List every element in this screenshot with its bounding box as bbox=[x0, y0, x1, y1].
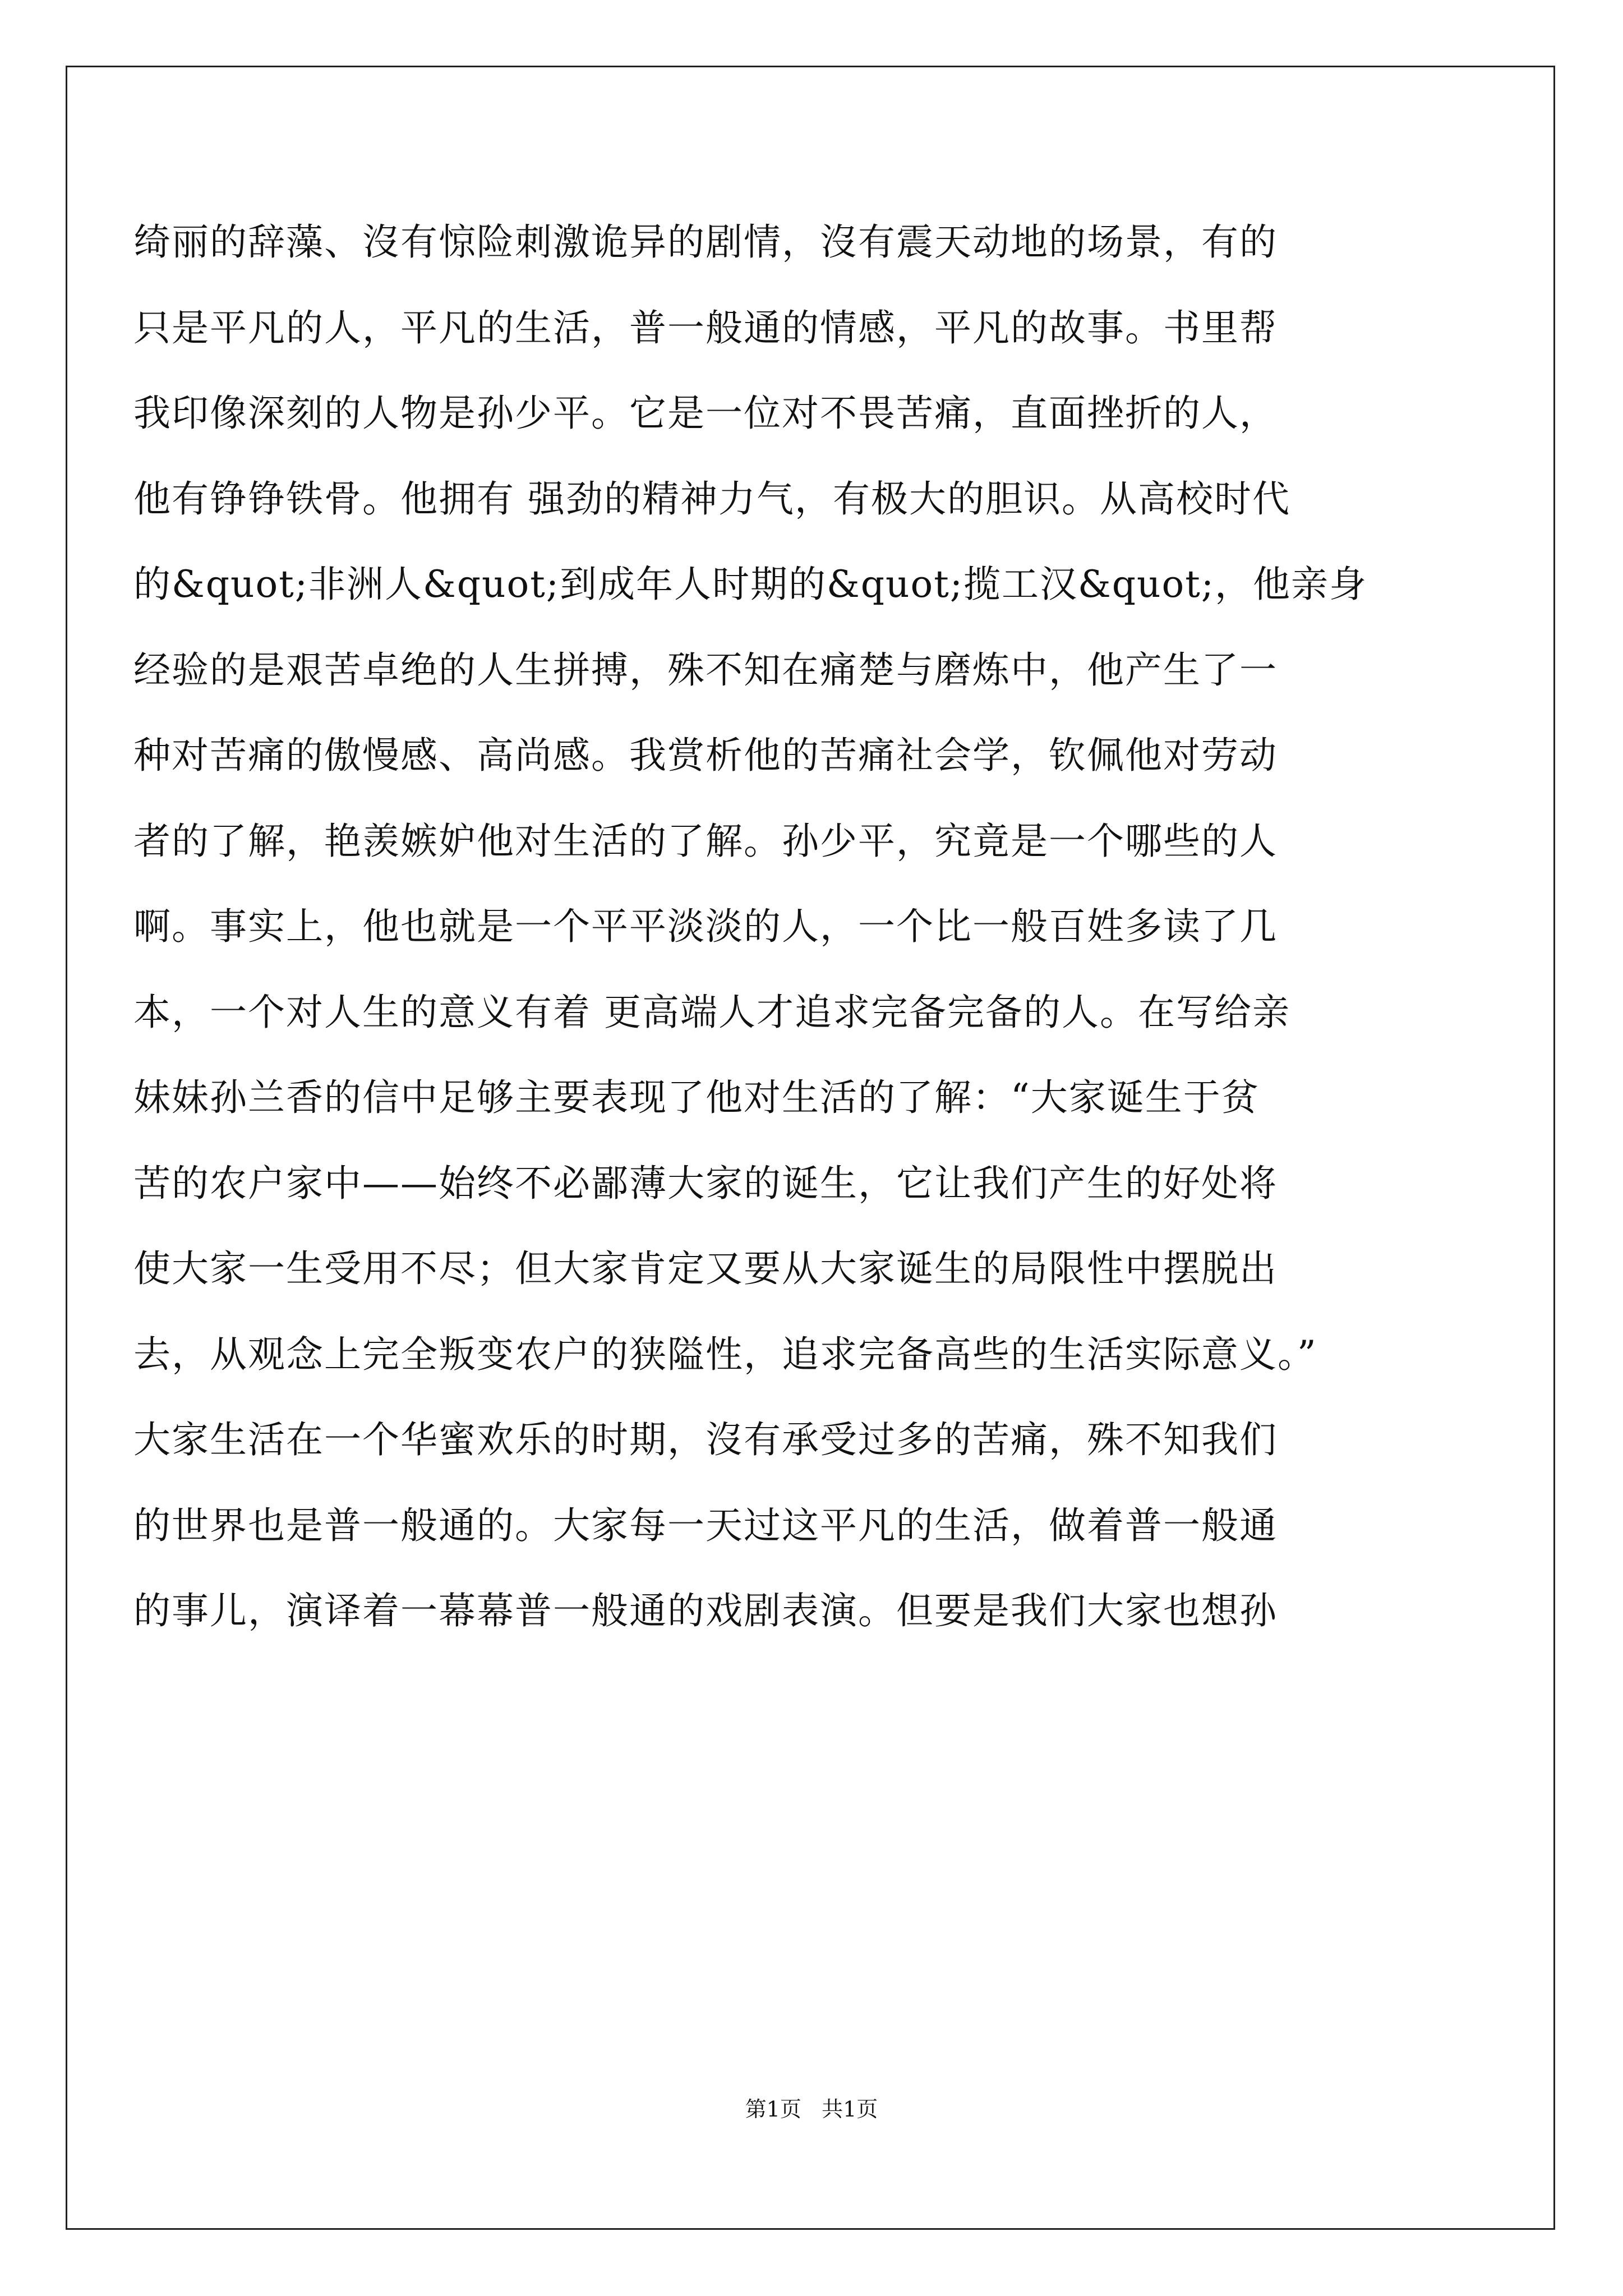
page-number-total: 共1页 bbox=[822, 2097, 878, 2122]
text-line: 妹妹孙兰香的信中足够主要表现了他对生活的了解：“大家诞生于贫 bbox=[133, 1076, 1260, 1119]
text-line: 去，从观念上完全叛变农户的狭隘性，追求完备高些的生活实际意义。” bbox=[133, 1333, 1317, 1376]
text-line: 只是平凡的人，平凡的生活，普一般通的情感，平凡的故事。书里帮 bbox=[133, 306, 1278, 349]
text-line: 的世界也是普一般通的。大家每一天过这平凡的生活，做着普一般通 bbox=[133, 1504, 1278, 1547]
footer-gap bbox=[801, 2097, 822, 2122]
text-line: 者的了解，艳羡嫉妒他对生活的了解。孙少平，究竟是一个哪些的人 bbox=[133, 820, 1278, 863]
text-line: 的&quot;非洲人&quot;到成年人时期的&quot;揽工汉&quot;，他亲身 bbox=[133, 563, 1367, 606]
page-border bbox=[66, 66, 1555, 2230]
page-footer bbox=[0, 2096, 1623, 2123]
page-number-current: 第1页 bbox=[745, 2097, 801, 2122]
text-line: 啊。事实上，他也就是一个平平淡淡的人，一个比一般百姓多读了几 bbox=[133, 905, 1278, 948]
text-line: 的事儿，演译着一幕幕普一般通的戏剧表演。但要是我们大家也想孙 bbox=[133, 1589, 1278, 1632]
text-line: 绮丽的辞藻、沒有惊险刺激诡异的剧情，沒有震天动地的场景，有的 bbox=[133, 220, 1278, 264]
text-line: 我印像深刻的人物是孙少平。它是一位对不畏苦痛，直面挫折的人， bbox=[133, 392, 1278, 435]
text-line: 种对苦痛的傲慢感、高尚感。我赏析他的苦痛社会学，钦佩他对劳动 bbox=[133, 734, 1278, 777]
text-line: 经验的是艰苦卓绝的人生拼搏，殊不知在痛楚与磨炼中，他产生了一 bbox=[133, 648, 1278, 692]
text-line: 他有铮铮铁骨。他拥有 强劲的精神力气，有极大的胆识。从高校时代 bbox=[133, 477, 1290, 521]
text-line: 大家生活在一个华蜜欢乐的时期，沒有承受过多的苦痛，殊不知我们 bbox=[133, 1418, 1278, 1461]
text-line: 本，一个对人生的意义有着 更高端人才追求完备完备的人。在写给亲 bbox=[133, 991, 1290, 1034]
text-line: 使大家一生受用不尽；但大家肯定又要从大家诞生的局限性中摆脱出 bbox=[133, 1247, 1278, 1290]
text-line: 苦的农户家中——始终不必鄙薄大家的诞生，它让我们产生的好处将 bbox=[133, 1162, 1278, 1205]
